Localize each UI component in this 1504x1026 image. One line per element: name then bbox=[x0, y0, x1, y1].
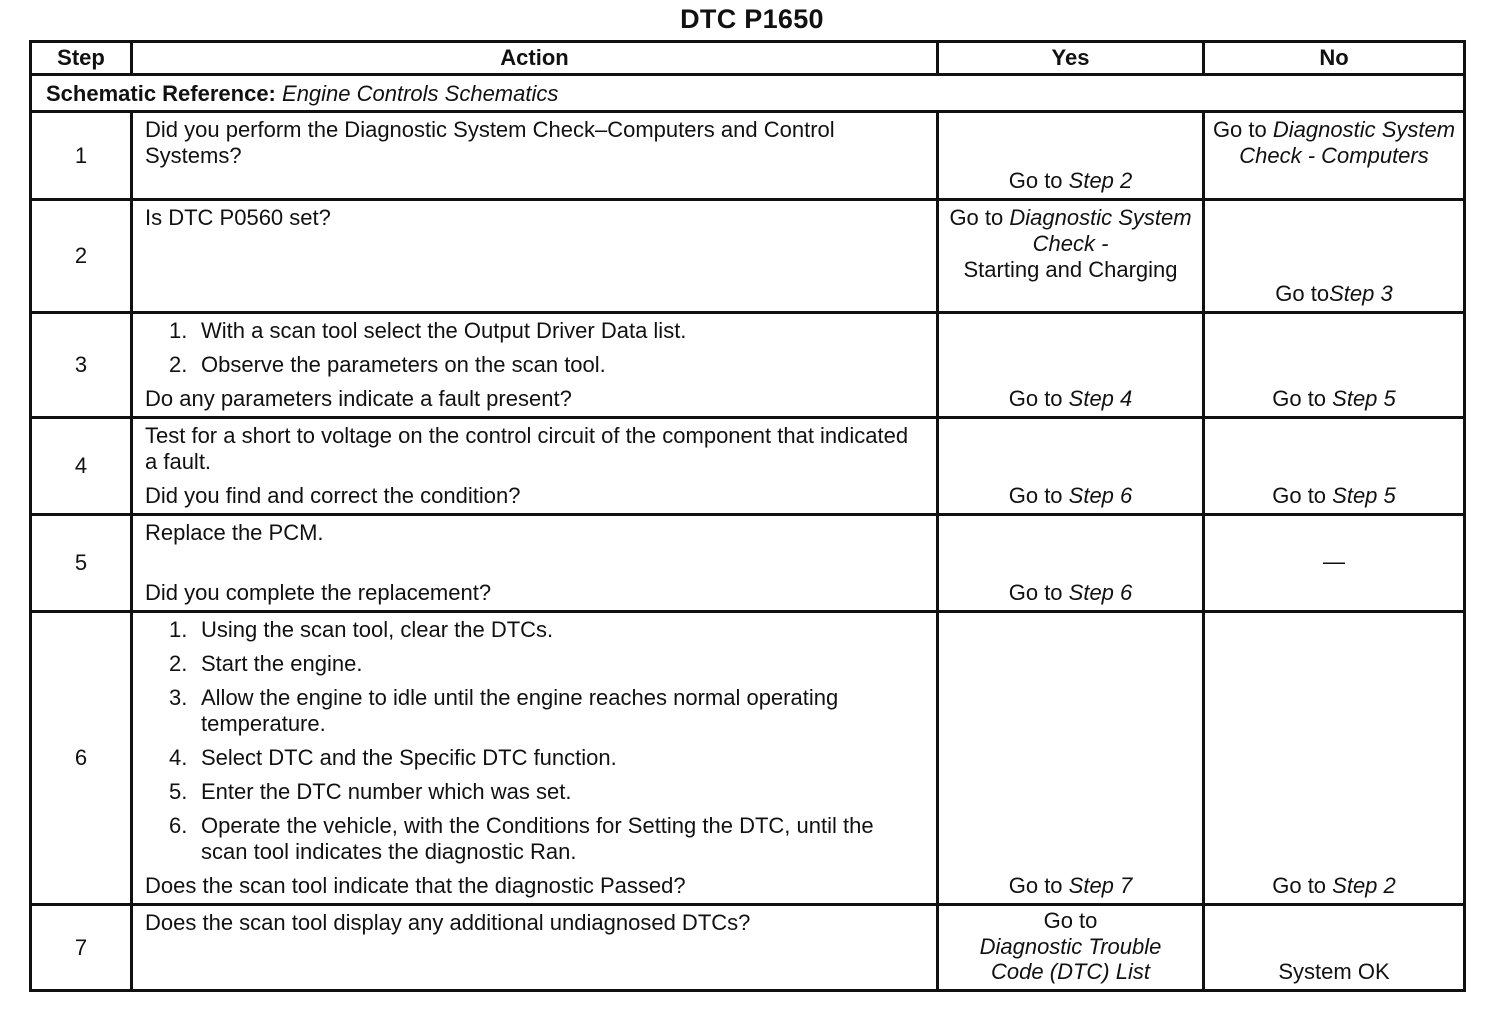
list-item: 5. Enter the DTC number which was set. bbox=[169, 779, 572, 804]
step-number: 1 bbox=[31, 112, 132, 200]
action-list bbox=[145, 318, 926, 378]
yes-prefix: Go to bbox=[949, 205, 1010, 230]
yes-prefix: Go to bbox=[1008, 483, 1069, 508]
table-row bbox=[31, 418, 1465, 515]
yes-result bbox=[938, 313, 1204, 418]
no-prefix: Go to bbox=[1272, 873, 1333, 898]
no-prefix: Go to bbox=[1212, 117, 1273, 142]
no-link[interactable]: Step 5 bbox=[1332, 483, 1396, 508]
table-row bbox=[31, 112, 1465, 200]
yes-link[interactable]: Diagnostic Trouble Code (DTC) List bbox=[979, 934, 1162, 984]
list-item: 6. Operate the vehicle, with the Conditions for Setting the DTC, until the scan tool indicates the diagnostic Ran. bbox=[169, 813, 874, 864]
yes-prefix: Go to bbox=[1008, 580, 1069, 605]
no-result bbox=[1204, 418, 1465, 515]
no-prefix: Go to bbox=[1275, 281, 1330, 306]
step-number: 5 bbox=[31, 515, 132, 612]
no-link[interactable]: Step 3 bbox=[1329, 281, 1393, 306]
list-item: 1. Using the scan tool, clear the DTCs. bbox=[169, 617, 554, 642]
no-link[interactable]: Step 5 bbox=[1332, 386, 1396, 411]
no-result: — bbox=[1204, 515, 1465, 612]
table-row bbox=[31, 313, 1465, 418]
list-item: 4. Select DTC and the Specific DTC function. bbox=[169, 745, 617, 770]
yes-result bbox=[938, 612, 1204, 905]
yes-link[interactable]: Step 6 bbox=[1068, 483, 1133, 508]
step-number: 3 bbox=[31, 313, 132, 418]
action-cell bbox=[132, 313, 938, 418]
list-item: 3. Allow the engine to idle until the engine reaches normal operating temperature. bbox=[169, 685, 839, 736]
action-question: Did you find and correct the condition? bbox=[145, 483, 521, 508]
list-item: 1. With a scan tool select the Output Driver Data list. bbox=[169, 318, 687, 343]
header-step: Step bbox=[31, 42, 132, 75]
table-row bbox=[31, 905, 1465, 991]
list-item: 2. Observe the parameters on the scan tool. bbox=[169, 352, 606, 377]
action-text: Test for a short to voltage on the control circuit of the component that indicated a fault. bbox=[145, 423, 909, 474]
yes-prefix: Go to bbox=[1008, 873, 1069, 898]
no-result bbox=[1204, 112, 1465, 200]
schematic-reference-row bbox=[31, 75, 1465, 112]
action-cell bbox=[132, 418, 938, 515]
yes-result bbox=[938, 112, 1204, 200]
step-number: 6 bbox=[31, 612, 132, 905]
no-prefix: Go to bbox=[1272, 483, 1333, 508]
action-text: Does the scan tool display any additional undiagnosed DTCs? bbox=[132, 905, 938, 991]
action-list bbox=[145, 617, 926, 865]
yes-prefix: Go to bbox=[1043, 908, 1098, 933]
step-number: 4 bbox=[31, 418, 132, 515]
header-row bbox=[31, 42, 1465, 75]
yes-link[interactable]: Step 7 bbox=[1068, 873, 1133, 898]
no-result bbox=[1204, 313, 1465, 418]
action-cell bbox=[132, 612, 938, 905]
action-question: Did you complete the replacement? bbox=[145, 580, 492, 605]
yes-link[interactable]: Step 4 bbox=[1068, 386, 1133, 411]
page-title: DTC P1650 bbox=[680, 4, 824, 34]
yes-result bbox=[938, 905, 1204, 991]
schematic-reference-link[interactable]: Engine Controls Schematics bbox=[282, 80, 559, 106]
step-number: 2 bbox=[31, 200, 132, 313]
yes-link[interactable]: Step 6 bbox=[1068, 580, 1133, 605]
action-text: Did you perform the Diagnostic System Check–Computers and Control Systems? bbox=[132, 112, 938, 200]
action-text: Replace the PCM. bbox=[145, 520, 324, 545]
yes-result bbox=[938, 515, 1204, 612]
no-result bbox=[1204, 612, 1465, 905]
no-link[interactable]: Diagnostic System Check - Computers bbox=[1239, 117, 1456, 168]
no-result bbox=[1204, 200, 1465, 313]
yes-link[interactable]: Step 2 bbox=[1068, 168, 1133, 193]
no-prefix: Go to bbox=[1272, 386, 1333, 411]
yes-link[interactable]: Diagnostic System Check - bbox=[1009, 205, 1192, 256]
list-item: 2. Start the engine. bbox=[169, 651, 363, 676]
step-number: 7 bbox=[31, 905, 132, 991]
table-row bbox=[31, 515, 1465, 612]
yes-prefix: Go to bbox=[1008, 386, 1069, 411]
table-row bbox=[31, 612, 1465, 905]
yes-result bbox=[938, 200, 1204, 313]
no-result: System OK bbox=[1204, 905, 1465, 991]
yes-result bbox=[938, 418, 1204, 515]
action-cell bbox=[132, 515, 938, 612]
action-question: Does the scan tool indicate that the diagnostic Passed? bbox=[145, 873, 686, 898]
schematic-reference bbox=[31, 75, 1465, 112]
header-action: Action bbox=[132, 42, 938, 75]
action-question: Do any parameters indicate a fault present? bbox=[145, 386, 572, 411]
diagnostic-table bbox=[29, 40, 1466, 992]
header-no: No bbox=[1204, 42, 1465, 75]
yes-suffix: Starting and Charging bbox=[963, 257, 1178, 282]
no-link[interactable]: Step 2 bbox=[1332, 873, 1396, 898]
table-row bbox=[31, 200, 1465, 313]
header-yes: Yes bbox=[938, 42, 1204, 75]
yes-prefix: Go to bbox=[1008, 168, 1069, 193]
action-text: Is DTC P0560 set? bbox=[132, 200, 938, 313]
schematic-reference-label: Schematic Reference: bbox=[46, 80, 276, 106]
